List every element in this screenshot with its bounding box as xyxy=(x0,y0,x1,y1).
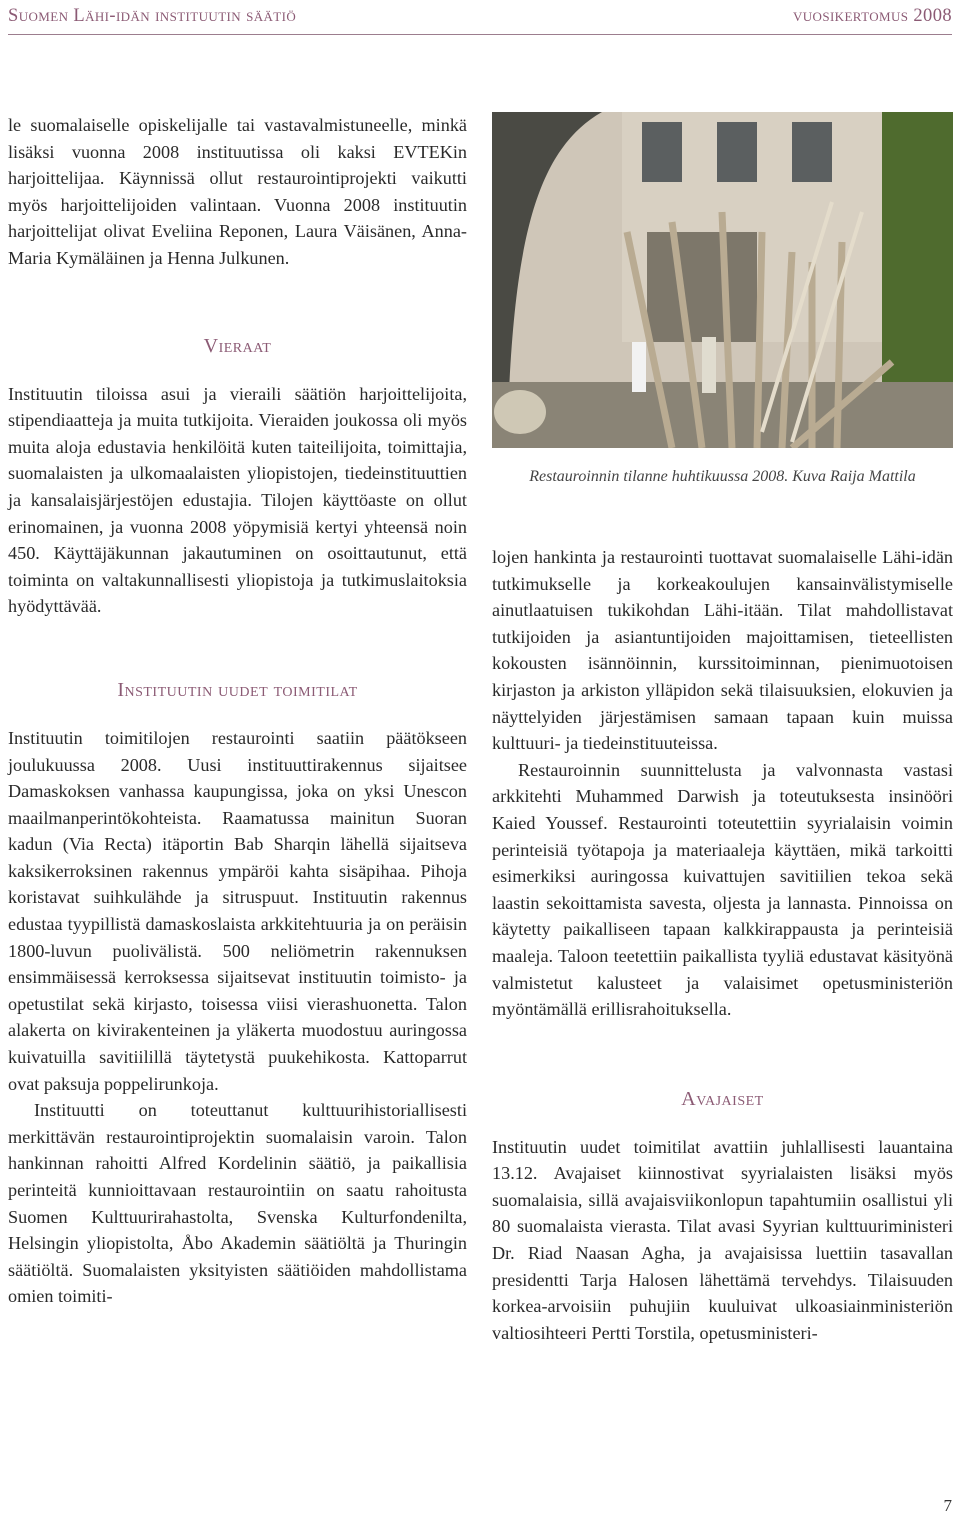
restoration-photo xyxy=(492,112,953,448)
right-paragraph-1: lojen hankinta ja restaurointi tuottavat suomalaiselle Lähi-idän tutkimukselle ja korkeakoulujen kansainvälistymiselle ainutlaatuisen tukikohdan Lähi-itään. Tilat mahdollistavat tutkijoiden ja asiantuntijoiden majoittamisen, tieteellisten kokousten isännöinnin, kurssitoiminnan, pienimuotoisen kirjaston ja arkiston ylläpidon sekä tilaisuuksien, elokuvien ja näyttelyiden järjestämisen samaan tapaan kuin muissa kulttuuri- ja tiedeinstituuteissa. xyxy=(492,547,953,754)
worker-figure-1 xyxy=(632,342,646,392)
heading-toimitilat: Instituutin uudet toimitilat xyxy=(117,678,358,701)
courtyard-ground xyxy=(492,382,953,448)
left-column xyxy=(8,112,467,1310)
header-rule xyxy=(8,34,952,35)
intro-paragraph: le suomalaiselle opiskelijalle tai vastavalmistuneelle, minkä lisäksi vuonna 2008 instituutissa oli kaksi EVTEKin harjoittelijaa. Käynnissä ollut restaurointiprojekti vaikutti myös harjoittelijoiden valintaan. Vuonna 2008 instituutin harjoittelijat olivat Eveliina Reponen, Laura Väisänen, Anna-Maria Kymäläinen ja Henna Julkunen. xyxy=(8,115,467,268)
page-header xyxy=(0,0,960,34)
worker-figure-2 xyxy=(702,337,716,393)
right-paragraph-2: Restauroinnin suunnittelusta ja valvonnasta vastasi arkkitehti Muhammed Darwish ja toteutuksesta insinööri Kaied Youssef. Restaurointi toteutettiin syyrialaisin voimin perinteisiä työtapoja ja materiaaleja käyttäen, mikä tarkoitti esimerkiksi auringossa kuivattujen savitiilien tekoa sekä laastin sekoittamista savesta, oljesta ja lannasta. Pinnoissa on käytetty paikalliseen tapaan kalkkirappausta ja perinteisiä maaleja. Taloon teetettiin paikallista tyyliä edustavat käsityönä valmistetut kalusteet ja valaisimet opetusministeriön myöntämällä erillisrahoituksella. xyxy=(492,759,953,1020)
page-number: 7 xyxy=(943,1496,952,1515)
window-right xyxy=(792,122,832,182)
window-middle xyxy=(717,122,757,182)
toimitilat-paragraph-2: Instituutti on toteuttanut kulttuurihistoriallisesti merkittävän restaurointiprojektin suomalaisin varoin. Talon hankinnan rahoitti Alfred Kordelinin säätiö, ja paikallisia perinteitä kunnioittavaan restaurointiin on saatu rahoitusta Suomen Kulttuurirahastolta, Svenska Kulturfondenilta, Helsingin yliopistolta, Åbo Akademin säätiöltä ja Thuringin säätiöltä. Suomalaisten yksityisten säätiöiden mahdollistama omien toimiti- xyxy=(8,1100,467,1307)
report-title: vuosikertomus 2008 xyxy=(792,6,952,26)
heading-avajaiset: Avajaiset xyxy=(681,1087,764,1110)
doorway xyxy=(647,232,757,342)
sack xyxy=(494,390,546,434)
vieraat-paragraph: Instituutin tiloissa asui ja vieraili säätiön harjoittelijoita, stipendiaatteja ja muita tutkijoita. Vieraiden joukossa oli myös muita aloja edustavia henkilöitä kuten taiteilijoita, toimittajia, suomalaisten ja ulkomaalaisten yliopistojen, tiedeinstituuttien ja kansalaisjärjestöjen edustajia. Tilojen käyttöaste on ollut erinomainen, ja vuonna 2008 yöpymisiä kertyi yhteensä noin 450. Käyttäjäkunnan jakautuminen on osoittautunut, että toiminta on valtakunnallisesti yliopistoja ja tutkimuslaitoksia hyödyttävää. xyxy=(8,383,467,617)
heading-vieraat: Vieraat xyxy=(203,334,272,357)
restoration-photo-drawing xyxy=(492,112,953,448)
toimitilat-paragraph-1: Instituutin toimitilojen restaurointi saatiin päätökseen joulukuussa 2008. Uusi instituuttirakennus sijaitsee Damaskoksen vanhassa kaupungissa, joka on yksi Unescon maailmanperintökohteista. Raamatussa mainitun Suoran kadun (Via Recta) itäportin Bab Sharqin lähellä sijaitseva kaksikerroksinen rakennus ympäröi kahta sisäpihaa. Pihoja koristavat suihkulähde ja sitruspuut. Instituutin rakennus edustaa tyypillistä damaskoslaista arkkitehtuuria ja on peräisin 1800-luvun puolivälistä. 500 neliömetrin rakennuksen ensimmäisessä kerroksessa sijaitsevat instituutin toimisto- ja opetustilat sekä kirjasto, toisessa viisi vierashuonetta. Talon alakerta on kivirakenteinen ja yläkerta muodostuu auringossa kuivatuilla savitiilillä täytetystä puukehikosta. Kattoparrut ovat paksuja poppelirunkoja. xyxy=(8,727,467,1094)
organization-title: Suomen Lähi-idän instituutin säätiö xyxy=(8,6,297,26)
right-column xyxy=(492,544,953,1346)
avajaiset-paragraph: Instituutin uudet toimitilat avattiin juhlallisesti lauantaina 13.12. Avajaiset kiinnostivat syyrialaisten lisäksi myös suomalaisia, sillä avajaisviikonlopun tapahtumiin osallistui yli 80 suomalaista vierasta. Tilat avasi Syyrian kulttuuriministeri Dr. Riad Naasan Agha, ja avajaisissa luettiin tasavallan presidentti Tarja Halosen lähettämä tervehdys. Tilaisuuden korkea-arvoisiin puhujiin kuuluivat ulkoasiainministeriön valtiosihteeri Pertti Torstila, opetusministeri- xyxy=(492,1136,953,1343)
window-left xyxy=(642,122,682,182)
photo-caption: Restauroinnin tilanne huhtikuussa 2008. Kuva Raija Mattila xyxy=(529,468,916,485)
